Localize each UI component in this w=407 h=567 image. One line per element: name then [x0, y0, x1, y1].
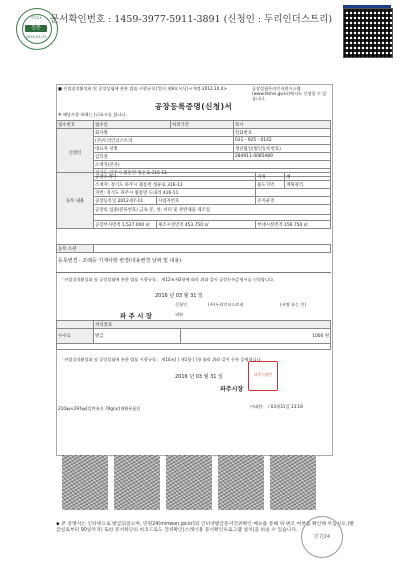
type-value: 대 [285, 173, 331, 181]
application-statement: 「산업집적활성화 및 공장설립에 관한 법률 시행규칙」 제12조제3항에 따라 위와 같이 공장등록증명서를 신청합니다. [60, 277, 275, 282]
recipient-suffix: 귀하 [175, 312, 184, 317]
official-seal-text: 파주시장인 [253, 372, 273, 377]
minwon24-stamp-text: 민원24 [313, 534, 331, 540]
process-value: 즉시 [234, 121, 331, 129]
registration-status: 등록 소관 [57, 245, 94, 253]
sign-label: (서명 또는 인) [280, 302, 307, 307]
factory-address-2: 지번: 경기도 파주시 월롱면 도내리 416-11 [94, 189, 256, 197]
fee-label: 수수료 [57, 329, 94, 344]
registration-section: 등록 내용 [57, 173, 94, 229]
law-reference: ■ 산업집적활성화 및 공장설립에 관한 법률 시행규칙 [별지 제8호서식] <개정 2012.10.4> [58, 86, 227, 91]
certify-mayor: 파주시장 [220, 386, 244, 393]
applicant-table [56, 120, 331, 177]
phone-value: 031 - 925 - 0142 [234, 137, 331, 145]
online-reference: 공장설립온라인지원시스템(www.femis.go.kr)에서도 신청할 수 있습니다. [252, 86, 327, 101]
registration-status-table [56, 244, 331, 253]
barcode-block-4 [218, 455, 264, 510]
annex-area: 부대시설면적 156.750 ㎡ [256, 221, 331, 229]
phone-label: 전화번호 [234, 129, 331, 137]
product-line: 공장의 업종(분류번호) 금속 문, 창, 셔터 및 관련제품 제조업 [94, 205, 331, 215]
use-label: 용도지역 [256, 181, 285, 189]
document-confirmation-number: 문서확인번호 : 1459-3977-5911-3891 (신청인 : 두리인더스트리) [50, 14, 333, 25]
seal-top-text: 정부24 [30, 16, 42, 20]
recipient-mayor: 파 주 시 장 [120, 312, 152, 320]
purpose-line: 등록변경 - 조례등 기재사항 변경(내용변경 날짜 및 내용) [58, 258, 182, 264]
application-date: 2016 년 03 월 31 일 [155, 293, 203, 299]
fee-value: 1000 원 [180, 329, 330, 344]
address-value: 경기도 파주시 월롱면 청운로 316-11 [94, 169, 331, 177]
seal-mid-text: 진본 [25, 25, 47, 32]
form-note: ※ 해당사항 하에는 (√)표시를 합니다. [58, 112, 127, 117]
certify-statement: 「산업집적활성화 및 공장설립에 관한 법률 시행규칙」 제16조[ ] 제1항 [ ]항 따라 위와 같이 등록 증명합니다. [60, 357, 262, 362]
address-label: 소재지(본사) [94, 161, 331, 169]
use-value: 계획관리 [285, 181, 331, 189]
birth-label: 생년월일(법인등록번호) [234, 145, 331, 153]
applicant-sign-label: 신청인 [175, 302, 188, 307]
factory-address-1: 소재지: 경기도 파주시 월롱면 청운로 316-11 [94, 181, 256, 189]
barcode-block-1 [62, 455, 108, 510]
fee-col-result: 처리결과 [94, 321, 331, 329]
company-value: (주)두리인더스트리 [94, 137, 234, 145]
rep-value: 김학철 [94, 153, 234, 161]
certify-date: 2016 년 03 월 31 일 [175, 374, 223, 380]
registration-date: 공장등록일 2012-07-11 [94, 197, 157, 205]
company-label: 회사명 [94, 129, 234, 137]
qr-code-icon [343, 8, 393, 58]
barcode-block-3 [166, 455, 212, 510]
rep-label: 대표자 성명 [94, 145, 234, 153]
registration-table [56, 172, 331, 229]
birth-value: 284911-0085489 [234, 153, 331, 161]
issuer-label: 이대한 [250, 404, 263, 409]
applicant-section: 신청인 [57, 129, 94, 177]
type-label: 지목 [256, 173, 285, 181]
factory-label: 공장소재지 [94, 173, 256, 181]
site-area: 공장부지면적 1,527.000 ㎡ [94, 221, 157, 229]
receipt-date-label: 접수일 [94, 121, 171, 129]
divider [56, 272, 331, 273]
fee-col-issue: 발급 [94, 329, 181, 344]
seal-bottom-text: 2016-03-31 [25, 35, 47, 39]
minwon24-stamp [301, 516, 343, 558]
process-label: 처리기간 [171, 121, 234, 129]
fee-table [56, 320, 331, 350]
issue-time: / 03월31일 13:16 [268, 404, 303, 409]
footer-note: ◆ 본 증명서는 인터넷으로 발급되었으며, 민원24(minwon.go.kr)의 인터넷발급문서진위확인 메뉴를 통해 위·변조 여부를 확인해 주십시오.(발급일로부터 90일까지) 또한 문서하단의 바코드로도 진위확인(스캐너용 문서확인프로그램 설치)을 하실 수 있습니다. [56, 522, 354, 534]
paper-note: 210㎜×297㎜[일반용지 70g/㎡(재활용품)] [58, 406, 140, 411]
barcode-block-2 [114, 455, 160, 510]
applicant-sign-value: (주)두리인더스트리 [208, 302, 244, 307]
manufacturing-area: 제조시설면적 453.750 ㎡ [157, 221, 256, 229]
business-label: 사업자번호 [157, 197, 256, 205]
official-seal-stamp [248, 361, 278, 391]
registered-label: 유지운영 [256, 197, 331, 205]
receipt-label: 접수번호 [57, 121, 94, 129]
form-title: 공장등록증명(신청)서 [154, 102, 233, 111]
barcode-block-5 [270, 455, 316, 510]
